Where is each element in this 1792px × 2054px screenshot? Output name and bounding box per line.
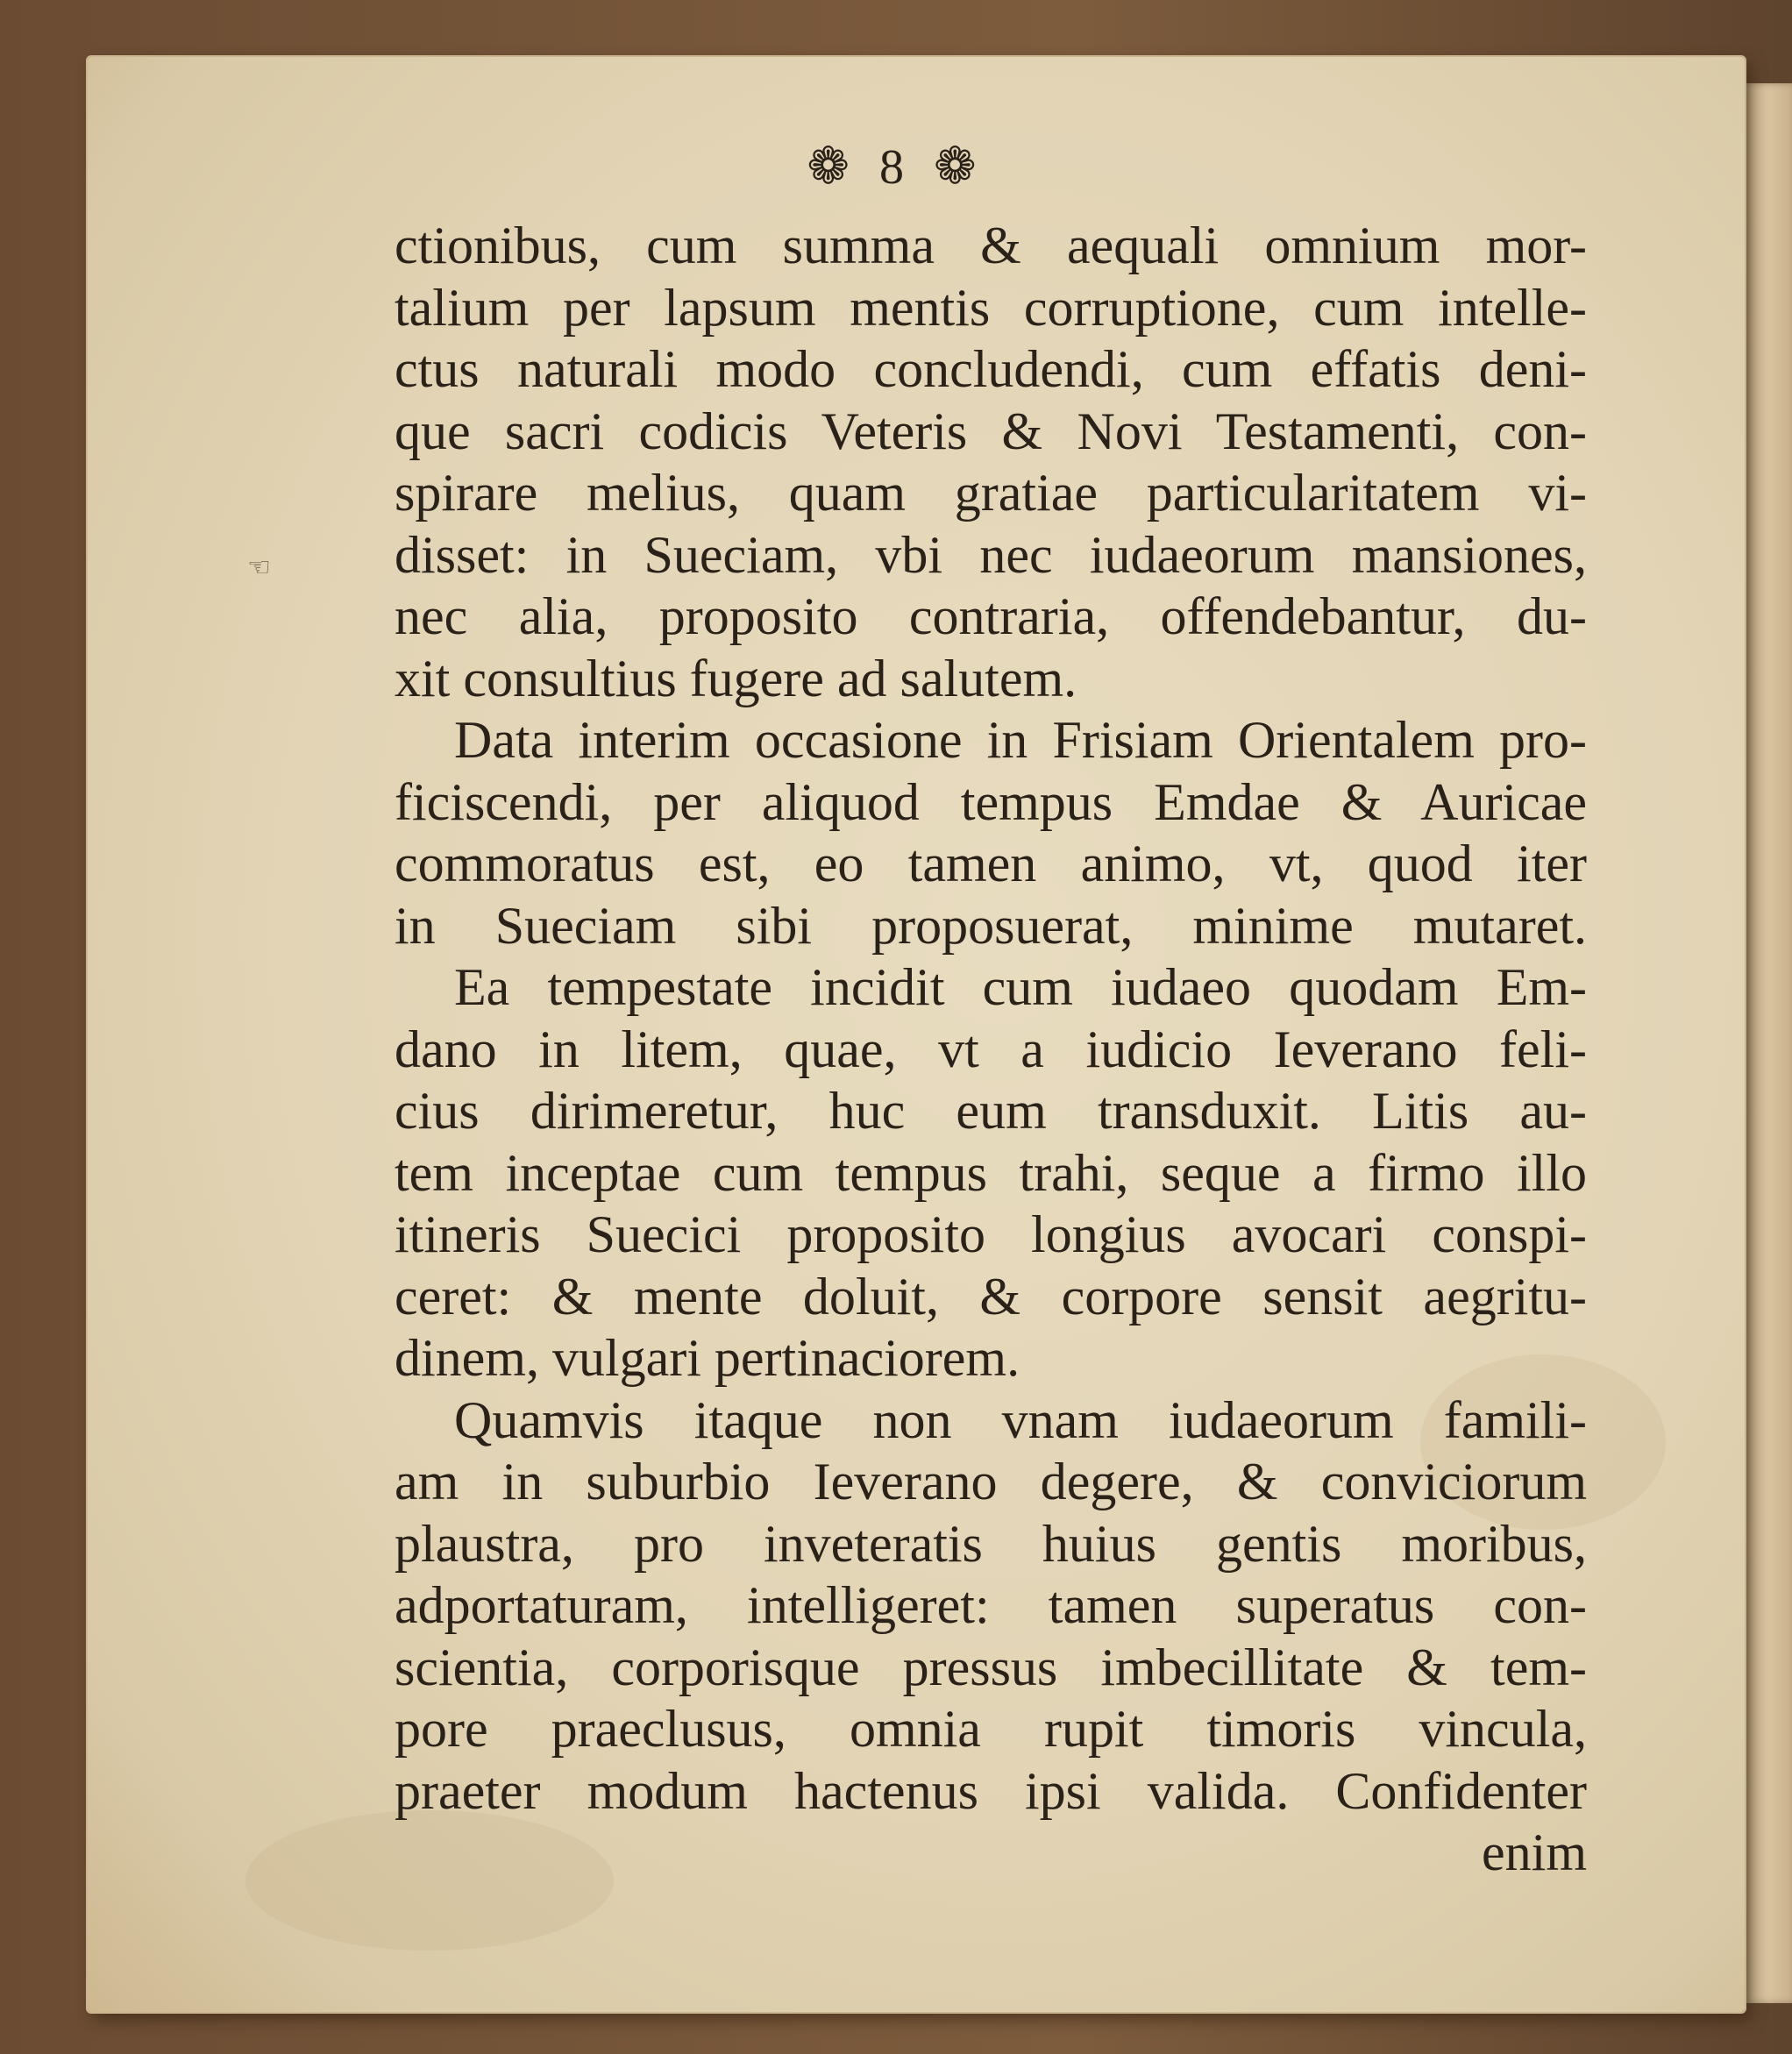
text-line: ceret: & mente doluit, & corpore sensit aegritu- [395,1267,1587,1326]
text-line: am in suburbio Ieverano degere, & conviciorum [395,1453,1587,1510]
text-line: ctus naturali modo concludendi, cum effatis deni- [395,340,1587,398]
page-header [0,136,1792,195]
text-line: nec alia, proposito contraria, offendebantur, du- [395,587,1587,645]
text-line: praeter modum hactenus ipsi valida. Confidenter [395,1761,1587,1820]
catchword: enim [1482,1823,1587,1881]
page-number: 8 [879,140,913,195]
text-line: disset: in Sueciam, vbi nec iudaeorum mansiones, [395,525,1587,584]
text-line: spirare melius, quam gratiae particularitatem vi- [395,464,1587,522]
text-line: dano in litem, quae, vt a iudicio Ieverano feli- [395,1020,1587,1078]
text-line: Ea tempestate incidit cum iudaeo quodam Em- [454,958,1587,1016]
text-line: plaustra, pro inveteratis huius gentis moribus, [395,1514,1587,1573]
text-line: pore praeclusus, omnia rupit timoris vincula, [395,1700,1587,1758]
text-line: talium per lapsum mentis corruptione, cum intelle- [395,278,1587,337]
text-line: dinem, vulgari pertinaciorem. [395,1329,1020,1387]
body-text [395,215,1587,1884]
text-line: xit consultius fugere ad salutem. [395,649,1077,707]
text-line: ctionibus, cum summa & aequali omnium mor- [395,217,1587,274]
text-line: ficiscendi, per aliquod tempus Emdae & Auricae [395,772,1587,831]
text-line: adportaturam, intelligeret: tamen superatus con- [395,1576,1587,1634]
text-line: que sacri codicis Veteris & Novi Testamenti, con- [395,402,1587,460]
adjacent-page-edge [1745,83,1792,2003]
text-line: scientia, corporisque pressus imbecillitate & tem- [395,1638,1587,1696]
rosette-ornament-icon: ❁ [807,138,858,195]
text-line: Quamvis itaque non vnam iudaeorum famili- [454,1390,1587,1449]
text-line: tem inceptae cum tempus trahi, seque a firmo illo [395,1143,1587,1202]
margin-mark-icon: ☜ [247,553,271,582]
text-line: cius dirimeretur, huc eum transduxit. Litis au- [395,1082,1587,1140]
text-line: Data interim occasione in Frisiam Orientalem pro- [454,711,1587,769]
rosette-ornament-icon: ❁ [934,138,985,195]
text-line: itineris Suecici proposito longius avocari conspi- [395,1205,1587,1263]
text-line: in Sueciam sibi proposuerat, minime mutaret. [395,896,1587,955]
text-line: commoratus est, eo tamen animo, vt, quod iter [395,835,1587,892]
